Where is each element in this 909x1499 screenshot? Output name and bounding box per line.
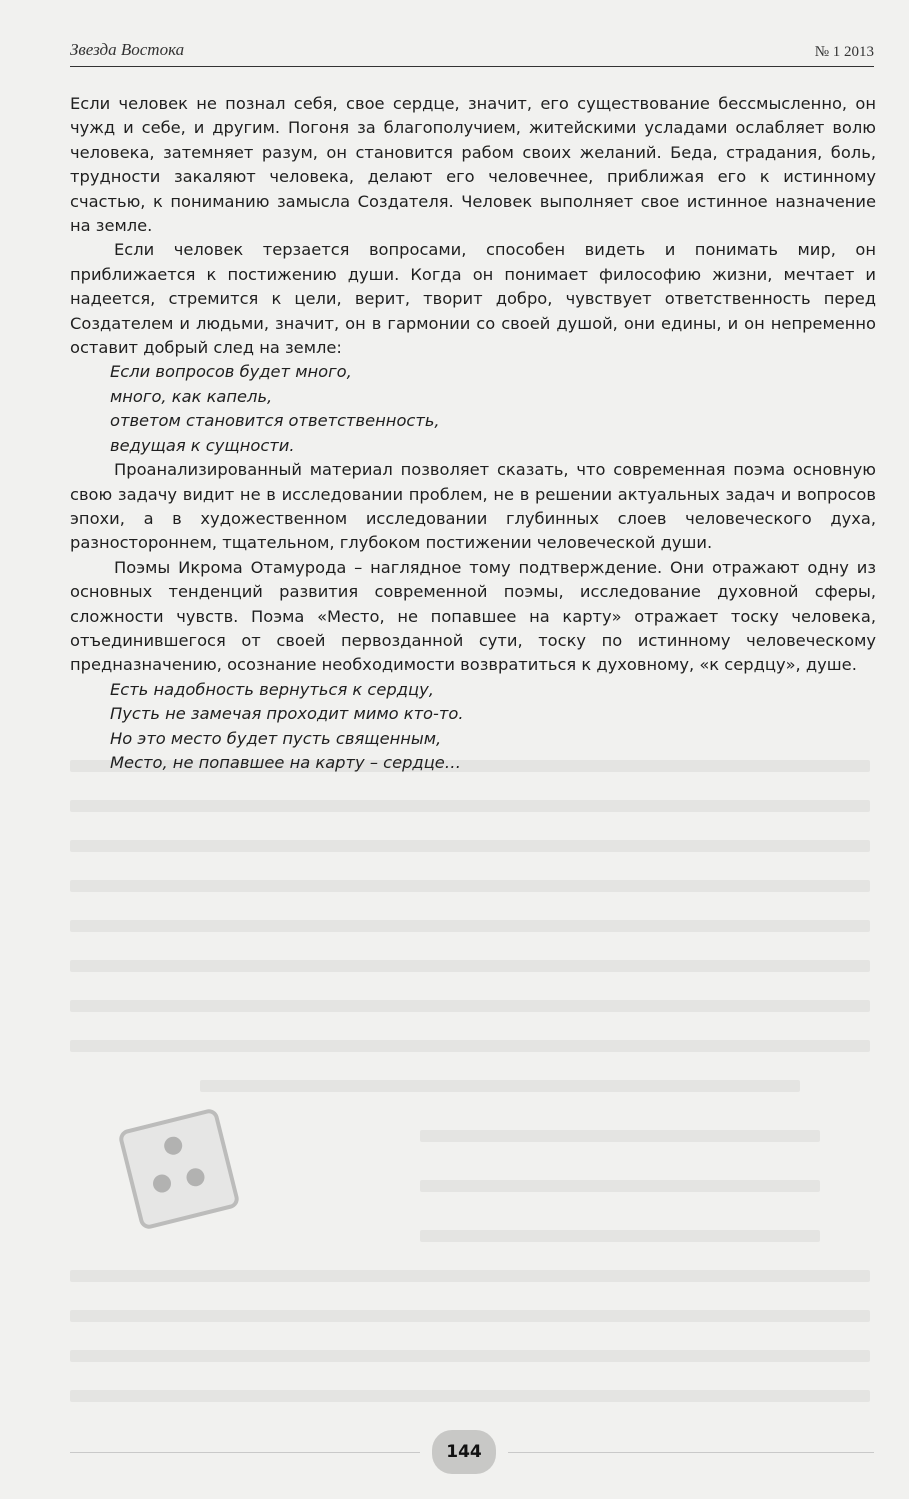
paragraph: Поэмы Икрома Отамурода – наглядное тому подтверждение. Они отражают одну из основных тенденций развития современной поэмы, исследование духовной сферы, сложности чувств. Поэма «Место, не попавшее на карту» отражает тоску человека, отъединившегося от своей первозданной сути, тоску по истинному человеческому предназначению, осознание необходимости возвратиться к духовному, «к сердцу», душе.	[70, 557, 876, 675]
verse-block	[110, 678, 876, 776]
issue-number: № 1 2013	[814, 44, 874, 60]
journal-title: Звезда Востока	[70, 40, 185, 59]
verse-line: ведущая к сущности.	[110, 435, 295, 455]
footer-rule-left	[70, 1452, 420, 1453]
paragraph: Если человек терзается вопросами, способен видеть и понимать мир, он приближается к постижению души. Когда он понимает философию жизни, мечтает и надеется, стремится к цели, верит, творит добро, чувствует ответственность перед Создателем и людьми, значит, он в гармонии со своей душой, они едины, и он непременно оставит добрый след на земле:	[70, 240, 876, 358]
paragraph: Если человек не познал себя, свое сердце, значит, его существование бессмысленно, он чужд и себе, и другим. Погоня за благополучием, житейскими усладами ослабляет волю человека, затемняет разум, он становится рабом своих желаний. Беда, страдания, боль, трудности закаляют человека, делают его человечнее, приближая его к истинному счастью, к пониманию замысла Создателя. Человек выполняет свое истинное назначение на земле.	[70, 94, 876, 236]
verse-line: Если вопросов будет много,	[110, 362, 352, 382]
verse-line: Пусть не замечая проходит мимо кто-то.	[110, 704, 464, 724]
verse-block	[110, 360, 876, 458]
verse-line: Есть надобность вернуться к сердцу,	[110, 679, 434, 699]
verse-line: Но это место будет пусть священным,	[110, 728, 442, 748]
verse-line: Место, не попавшее на карту – сердце…	[110, 752, 462, 772]
verse-line: ответом становится ответственность,	[110, 411, 440, 431]
verse-line: много, как капель,	[110, 386, 273, 406]
decorative-stamp-icon	[117, 1107, 241, 1231]
footer-rule-right	[508, 1452, 874, 1453]
article-body	[70, 92, 876, 775]
paragraph: Проанализированный материал позволяет сказать, что современная поэма основную свою задачу видит не в исследовании проблем, не в решении актуальных задач и вопросов эпохи, а в художественном исследовании глубинных слоев человеческого духа, разностороннем, тщательном, глубоком постижении человеческой души.	[70, 460, 876, 553]
page-number: 144	[432, 1430, 496, 1474]
page-header	[70, 38, 874, 67]
